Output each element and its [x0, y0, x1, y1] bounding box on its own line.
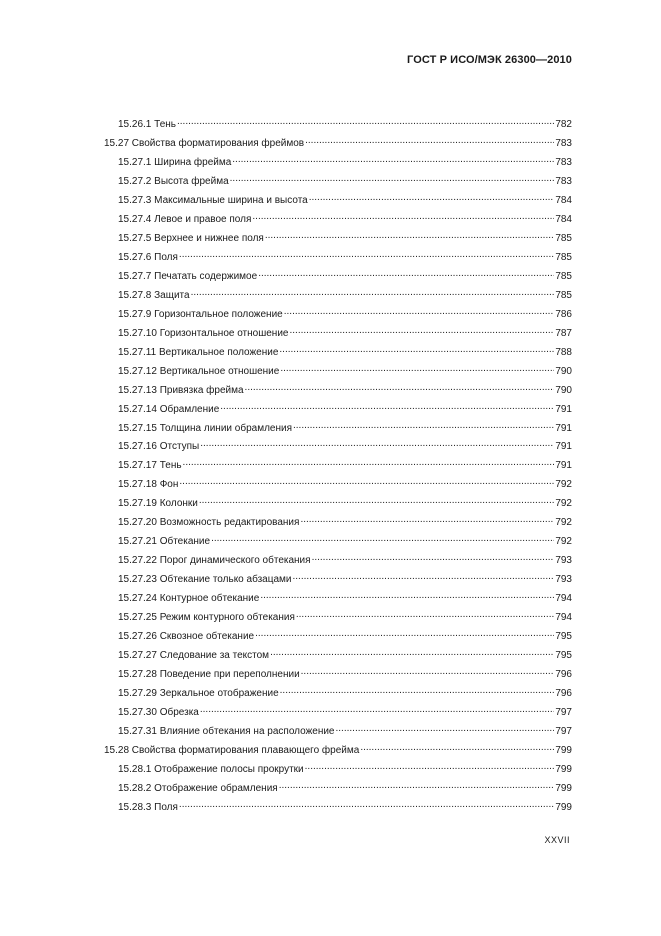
toc-entry-title: 15.27.25 Режим контурного обтекания — [118, 612, 295, 624]
toc-dot-leader — [200, 705, 554, 715]
toc-entry[interactable] — [104, 628, 572, 647]
toc-entry[interactable] — [104, 325, 572, 344]
toc-entry[interactable] — [104, 704, 572, 723]
toc-entry[interactable] — [104, 476, 572, 495]
toc-entry[interactable] — [104, 116, 572, 135]
toc-entry-title: 15.28 Свойства форматирования плавающего фрейма — [104, 744, 360, 756]
toc-entry[interactable] — [104, 514, 572, 533]
toc-entry-title: 15.27.14 Обрамление — [118, 403, 220, 415]
toc-entry[interactable] — [104, 666, 572, 685]
toc-entry-page: 799 — [555, 801, 572, 813]
toc-entry[interactable] — [104, 154, 572, 173]
toc-entry[interactable] — [104, 306, 572, 325]
toc-dot-leader — [220, 402, 554, 412]
toc-entry-page: 795 — [555, 631, 572, 643]
toc-entry-page: 799 — [555, 782, 572, 794]
toc-entry[interactable] — [104, 382, 572, 401]
toc-entry-page: 797 — [555, 726, 572, 737]
toc-entry-page: 796 — [555, 669, 572, 681]
toc-entry-title: 15.27.11 Вертикальное положение — [118, 346, 279, 358]
toc-entry[interactable] — [104, 230, 572, 249]
toc-entry-page: 783 — [555, 137, 572, 149]
toc-entry[interactable] — [104, 287, 572, 306]
toc-entry[interactable] — [104, 533, 572, 552]
toc-dot-leader — [179, 477, 554, 487]
toc-entry-title: 15.27.13 Привязка фрейма — [118, 384, 244, 396]
toc-entry-page: 791 — [555, 441, 572, 453]
toc-entry-page: 794 — [555, 612, 572, 624]
toc-entry-page: 792 — [555, 536, 572, 548]
toc-dot-leader — [179, 800, 554, 810]
toc-entry-title: 15.27.6 Поля — [118, 251, 178, 263]
toc-entry-page: 784 — [555, 213, 572, 225]
toc-entry-title: 15.27.5 Верхнее и нижнее поля — [118, 232, 264, 244]
toc-dot-leader — [279, 781, 555, 791]
table-of-contents — [104, 116, 572, 818]
toc-entry[interactable] — [104, 723, 572, 742]
toc-entry-page: 799 — [555, 763, 572, 775]
toc-entry-page: 783 — [555, 175, 572, 187]
toc-entry[interactable] — [104, 192, 572, 211]
toc-entry-page: 784 — [555, 194, 572, 206]
toc-entry[interactable] — [104, 420, 572, 439]
toc-entry-title: 15.27.22 Порог динамического обтекания — [118, 555, 311, 567]
toc-entry-page: 783 — [555, 156, 572, 168]
toc-dot-leader — [183, 458, 555, 468]
toc-entry-page: 785 — [555, 289, 572, 301]
toc-dot-leader — [270, 648, 554, 658]
toc-entry-page: 791 — [555, 460, 572, 472]
toc-entry[interactable] — [104, 552, 572, 571]
toc-entry-title: 15.27.15 Толщина линии обрамления — [118, 422, 292, 434]
toc-entry-title: 15.27.31 Влияние обтекания на расположение — [118, 726, 335, 737]
toc-entry[interactable] — [104, 590, 572, 609]
toc-entry[interactable] — [104, 799, 572, 818]
toc-dot-leader — [265, 231, 554, 241]
toc-entry-page: 785 — [555, 251, 572, 263]
toc-dot-leader — [199, 496, 554, 506]
toc-entry-page: 790 — [555, 384, 572, 396]
toc-entry-title: 15.27.17 Тень — [118, 460, 182, 472]
toc-entry-page: 785 — [555, 232, 572, 244]
toc-dot-leader — [293, 421, 554, 431]
toc-entry-page: 795 — [555, 650, 572, 662]
toc-dot-leader — [293, 572, 555, 582]
toc-entry-title: 15.27.19 Колонки — [118, 498, 198, 510]
toc-dot-leader — [305, 136, 554, 146]
page-number: XXVII — [544, 835, 570, 845]
toc-entry[interactable] — [104, 609, 572, 628]
toc-dot-leader — [280, 686, 555, 696]
toc-entry[interactable] — [104, 647, 572, 666]
toc-dot-leader — [289, 326, 554, 336]
toc-dot-leader — [312, 553, 555, 563]
toc-dot-leader — [191, 288, 555, 298]
toc-dot-leader — [284, 307, 555, 317]
toc-dot-leader — [309, 193, 555, 203]
toc-entry-title: 15.28.2 Отображение обрамления — [118, 782, 278, 794]
toc-entry[interactable] — [104, 438, 572, 457]
toc-entry-page: 791 — [555, 403, 572, 415]
toc-entry-title: 15.27.28 Поведение при переполнении — [118, 669, 300, 681]
toc-entry-page: 782 — [555, 119, 572, 130]
toc-entry-title: 15.27.7 Печатать содержимое — [118, 270, 258, 282]
toc-entry[interactable] — [104, 135, 572, 154]
toc-entry-title: 15.27.16 Отступы — [118, 441, 200, 453]
toc-dot-leader — [336, 724, 555, 734]
toc-dot-leader — [179, 250, 554, 260]
toc-dot-leader — [301, 667, 555, 677]
toc-dot-leader — [200, 439, 554, 449]
toc-dot-leader — [260, 591, 554, 601]
toc-entry-title: 15.27.4 Левое и правое поля — [118, 213, 252, 225]
toc-entry-title: 15.27.1 Ширина фрейма — [118, 156, 232, 168]
toc-dot-leader — [258, 269, 554, 279]
toc-entry[interactable] — [104, 761, 572, 780]
toc-entry-title: 15.27.9 Горизонтальное положение — [118, 308, 283, 320]
toc-entry[interactable] — [104, 780, 572, 799]
toc-entry-title: 15.28.3 Поля — [118, 801, 178, 813]
toc-entry-title: 15.27.30 Обрезка — [118, 707, 199, 719]
toc-entry[interactable] — [104, 344, 572, 363]
toc-entry-title: 15.27.10 Горизонтальное отношение — [118, 327, 289, 339]
toc-entry-title: 15.28.1 Отображение полосы прокрутки — [118, 763, 304, 775]
toc-entry-page: 790 — [555, 365, 572, 377]
toc-entry[interactable] — [104, 173, 572, 192]
toc-dot-leader — [255, 629, 554, 639]
toc-entry[interactable] — [104, 363, 572, 382]
toc-entry-page: 794 — [555, 593, 572, 605]
toc-dot-leader — [211, 534, 554, 544]
toc-entry-title: 15.27.12 Вертикальное отношение — [118, 365, 280, 377]
toc-entry-title: 15.27.29 Зеркальное отображение — [118, 688, 279, 700]
toc-entry-page: 788 — [555, 346, 572, 358]
toc-entry-page: 792 — [555, 517, 572, 529]
toc-entry[interactable] — [104, 742, 572, 761]
toc-entry-title: 15.27.18 Фон — [118, 479, 179, 491]
toc-entry[interactable] — [104, 457, 572, 476]
toc-entry-title: 15.26.1 Тень — [118, 119, 176, 130]
toc-dot-leader — [279, 345, 554, 355]
toc-entry[interactable] — [104, 249, 572, 268]
toc-entry-title: 15.27.3 Максимальные ширина и высота — [118, 194, 308, 206]
toc-entry-page: 797 — [555, 707, 572, 719]
toc-entry-title: 15.27.21 Обтекание — [118, 536, 211, 548]
toc-entry[interactable] — [104, 495, 572, 514]
toc-entry-page: 792 — [555, 498, 572, 510]
toc-dot-leader — [232, 155, 554, 165]
toc-entry-title: 15.27 Свойства форматирования фреймов — [104, 137, 305, 149]
toc-dot-leader — [300, 515, 554, 525]
toc-entry-title: 15.27.27 Следование за текстом — [118, 650, 270, 662]
toc-entry[interactable] — [104, 211, 572, 230]
toc-entry-title: 15.27.24 Контурное обтекание — [118, 593, 260, 605]
toc-entry-page: 796 — [555, 688, 572, 700]
toc-entry-page: 799 — [555, 744, 572, 756]
toc-entry-title: 15.27.8 Защита — [118, 289, 190, 301]
toc-entry-page: 785 — [555, 270, 572, 282]
toc-entry[interactable] — [104, 571, 572, 590]
toc-entry-title: 15.27.20 Возможность редактирования — [118, 517, 300, 529]
toc-dot-leader — [252, 212, 554, 222]
toc-entry-page: 786 — [555, 308, 572, 320]
page-header-standard: ГОСТ Р ИСО/МЭК 26300—2010 — [407, 54, 572, 66]
toc-entry[interactable] — [104, 401, 572, 420]
toc-entry[interactable] — [104, 685, 572, 704]
toc-entry[interactable] — [104, 268, 572, 287]
toc-entry-title: 15.27.26 Сквозное обтекание — [118, 631, 255, 643]
toc-entry-page: 791 — [555, 422, 572, 434]
toc-entry-page: 792 — [555, 479, 572, 491]
toc-dot-leader — [305, 762, 555, 772]
toc-dot-leader — [296, 610, 554, 620]
toc-dot-leader — [280, 364, 554, 374]
toc-entry-title: 15.27.23 Обтекание только абзацами — [118, 574, 292, 586]
toc-entry-page: 793 — [555, 574, 572, 586]
toc-entry-page: 787 — [555, 327, 572, 339]
toc-dot-leader — [230, 174, 555, 184]
toc-dot-leader — [177, 117, 554, 127]
toc-dot-leader — [245, 383, 555, 393]
toc-entry-page: 793 — [555, 555, 572, 567]
toc-dot-leader — [360, 743, 554, 753]
toc-entry-title: 15.27.2 Высота фрейма — [118, 175, 229, 187]
